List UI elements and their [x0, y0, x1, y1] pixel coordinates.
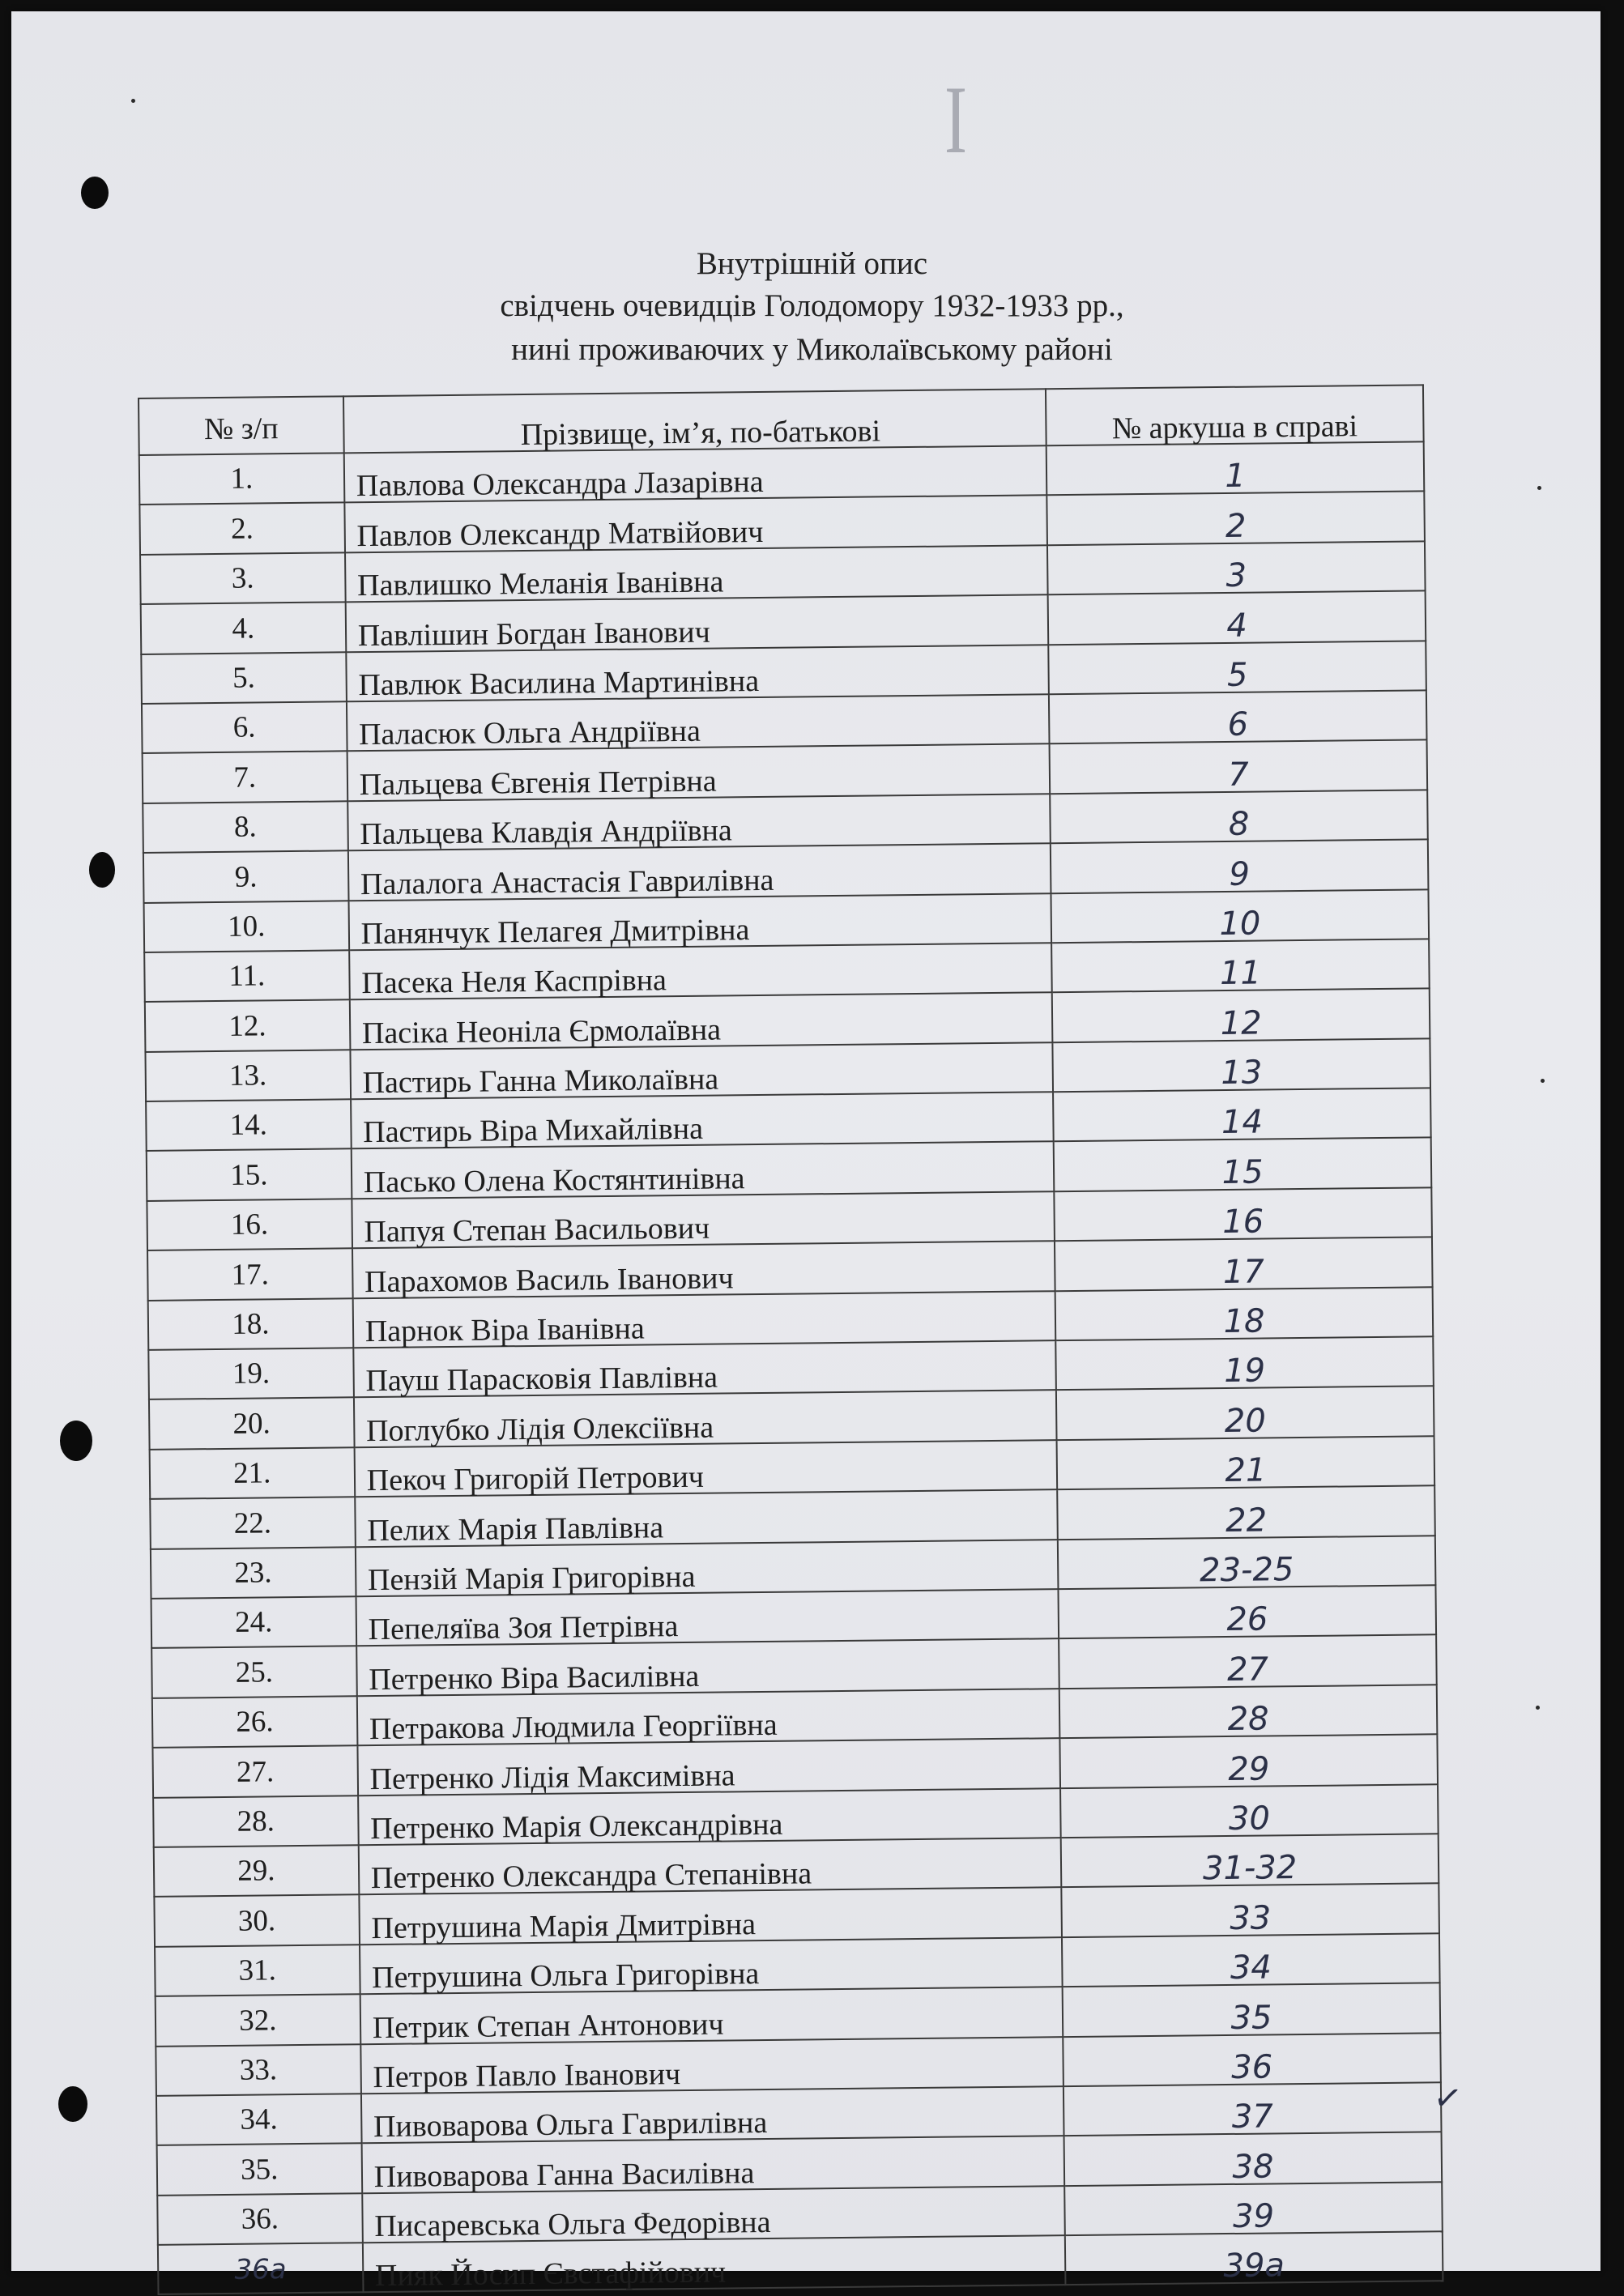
row-number: 30.: [154, 1895, 359, 1947]
row-person-name: Пивоварова Ганна Василівна: [361, 2136, 1064, 2192]
row-number: 32.: [156, 1994, 360, 2046]
row-number: 20.: [149, 1398, 354, 1450]
row-person-name: Павлов Олександр Матвійович: [344, 496, 1047, 552]
row-number: 26.: [152, 1696, 357, 1748]
row-number: 2.: [139, 503, 344, 555]
row-number: 29.: [154, 1845, 359, 1897]
row-number: 24.: [151, 1596, 356, 1648]
row-person-name: Пекоч Григорій Петрович: [354, 1440, 1057, 1497]
row-person-name: Пияк Йосип Євстафійович: [363, 2235, 1066, 2292]
row-sheet-number: 27: [1059, 1635, 1437, 1689]
row-sheet-number: 9: [1051, 839, 1429, 892]
row-sheet-number: 37: [1063, 2082, 1442, 2136]
row-sheet-number: 13: [1052, 1038, 1430, 1092]
title-line-1: Внутрішній опис: [696, 246, 928, 281]
row-number: 16.: [147, 1199, 352, 1250]
row-person-name: Пасека Неля Каспрівна: [349, 943, 1052, 999]
row-sheet-number: 38: [1064, 2132, 1443, 2186]
row-number: 3.: [140, 552, 345, 604]
row-number: 23.: [151, 1547, 356, 1599]
row-person-name: Петракова Людмила Георгіївна: [357, 1689, 1060, 1745]
row-sheet-number: 7: [1050, 740, 1428, 794]
row-number: 12.: [145, 1000, 350, 1052]
row-sheet-number: 5: [1048, 641, 1426, 694]
row-number: 14.: [146, 1099, 351, 1151]
row-person-name: Писаревська Ольга Федорівна: [362, 2186, 1065, 2243]
row-person-name: Пивоварова Ольга Гаврилівна: [361, 2086, 1064, 2143]
row-person-name: Поглубко Лідія Олексіївна: [354, 1391, 1057, 1447]
title-line-3: нині проживаючих у Миколаївському районі: [511, 332, 1113, 367]
row-sheet-number: 17: [1055, 1237, 1433, 1291]
row-person-name: Пензій Марія Григорівна: [356, 1540, 1059, 1596]
row-person-name: Петрик Степан Антонович: [360, 1987, 1063, 2043]
row-number: 5.: [141, 652, 346, 704]
row-number: 25.: [151, 1646, 356, 1698]
row-person-name: Панянчук Пелагея Дмитрівна: [348, 893, 1051, 950]
row-sheet-number: 30: [1060, 1784, 1439, 1838]
row-sheet-number: 10: [1051, 889, 1429, 943]
row-number: 11.: [144, 950, 349, 1002]
header-name: Прізвище, ім’я, по-батькові: [343, 389, 1046, 453]
row-number: 35.: [157, 2144, 362, 2196]
row-person-name: Пасько Олена Костянтинівна: [351, 1142, 1054, 1199]
row-sheet-number: 31-32: [1061, 1834, 1439, 1887]
row-number: 31.: [155, 1945, 360, 1996]
row-number: 27.: [152, 1745, 357, 1797]
row-sheet-number: 15: [1054, 1138, 1432, 1191]
row-sheet-number: 6: [1049, 690, 1427, 743]
row-sheet-number: 36: [1063, 2033, 1441, 2086]
row-person-name: Петренко Олександра Степанівна: [358, 1838, 1061, 1894]
speck: [1541, 1079, 1545, 1083]
row-person-name: Пауш Парасковія Павлівна: [353, 1340, 1056, 1397]
row-sheet-number: 8: [1050, 790, 1428, 843]
row-person-name: Пепеляїва Зоя Петрівна: [356, 1589, 1059, 1646]
row-sheet-number: 21: [1057, 1436, 1435, 1489]
title-line-2: свідчень очевидців Голодомору 1932-1933 рр.,: [500, 288, 1124, 323]
row-number: 8.: [143, 801, 347, 853]
row-sheet-number: 20: [1056, 1387, 1434, 1440]
row-sheet-number: 33: [1061, 1884, 1439, 1937]
row-person-name: Петрушина Марія Дмитрівна: [359, 1887, 1062, 1944]
row-person-name: Павлова Олександра Лазарівна: [343, 445, 1046, 502]
punch-hole-3: [60, 1421, 92, 1461]
row-sheet-number: 22: [1057, 1486, 1435, 1540]
speck: [1537, 486, 1541, 490]
speck: [131, 99, 135, 103]
row-number: 19.: [148, 1348, 353, 1399]
row-sheet-number: 2: [1046, 492, 1425, 545]
row-sheet-number: 4: [1048, 591, 1426, 645]
row-person-name: Павлюк Василина Мартинівна: [346, 645, 1049, 701]
row-person-name: Павлишко Меланія Іванівна: [345, 545, 1048, 602]
row-person-name: Петрушина Ольга Григорівна: [360, 1937, 1063, 1994]
row-sheet-number: 29: [1059, 1734, 1438, 1787]
row-number: 36а: [158, 2243, 363, 2294]
row-person-name: Палалога Анастасія Гаврилівна: [348, 843, 1051, 900]
row-sheet-number: 1: [1046, 441, 1425, 495]
row-person-name: Петров Павло Іванович: [360, 2037, 1063, 2094]
header-number: № з/п: [139, 396, 343, 455]
row-number: 28.: [153, 1795, 358, 1847]
row-sheet-number: 19: [1055, 1336, 1434, 1390]
row-sheet-number: 23-25: [1058, 1536, 1436, 1589]
row-sheet-number: 11: [1051, 939, 1430, 992]
volume-mark: I: [944, 66, 967, 173]
row-sheet-number: 3: [1047, 541, 1426, 594]
row-number: 6.: [142, 701, 347, 753]
row-person-name: Павлішин Богдан Іванович: [345, 594, 1048, 651]
row-number: 7.: [143, 752, 347, 803]
row-number: 36.: [157, 2193, 362, 2245]
row-person-name: Петренко Лідія Максимівна: [357, 1738, 1060, 1795]
row-sheet-number: 26: [1058, 1585, 1436, 1638]
check-mark-icon: ✓: [1430, 2076, 1465, 2120]
row-sheet-number: 39: [1064, 2182, 1443, 2235]
row-number: 18.: [148, 1298, 353, 1350]
row-sheet-number: 14: [1053, 1088, 1431, 1141]
inventory-table: [138, 384, 1443, 2295]
row-number: 10.: [144, 901, 349, 952]
row-number: 15.: [147, 1149, 352, 1201]
row-number: 1.: [139, 453, 344, 505]
row-person-name: Пасіка Неоніла Єрмолаївна: [350, 993, 1053, 1050]
row-person-name: Пальцева Євгенія Петрівна: [347, 744, 1050, 801]
row-person-name: Парахомов Василь Іванович: [352, 1241, 1055, 1297]
row-sheet-number: 18: [1055, 1287, 1434, 1340]
row-person-name: Петренко Віра Василівна: [356, 1639, 1059, 1696]
punch-hole-4: [58, 2086, 87, 2122]
speck: [1536, 1706, 1540, 1710]
row-number: 9.: [143, 850, 348, 902]
table-body: [139, 441, 1443, 2294]
row-sheet-number: 16: [1054, 1187, 1432, 1241]
row-person-name: Парнок Віра Іванівна: [352, 1291, 1055, 1348]
row-number: 17.: [147, 1249, 352, 1301]
row-sheet-number: 34: [1062, 1933, 1440, 1987]
row-number: 33.: [156, 2044, 360, 2096]
row-person-name: Пальцева Клавдія Андріївна: [347, 794, 1051, 850]
row-number: 34.: [156, 2094, 361, 2145]
punch-hole-2: [89, 852, 115, 888]
row-number: 4.: [141, 603, 346, 654]
row-sheet-number: 28: [1059, 1685, 1438, 1738]
header-sheet: № аркуша в справі: [1046, 385, 1424, 445]
row-sheet-number: 12: [1052, 989, 1430, 1042]
row-person-name: Петренко Марія Олександрівна: [358, 1788, 1061, 1845]
row-person-name: Пастирь Віра Михайлівна: [351, 1092, 1054, 1148]
row-sheet-number: 39а: [1065, 2231, 1443, 2285]
row-person-name: Пелих Марія Павлівна: [355, 1489, 1058, 1546]
row-number: 21.: [150, 1447, 355, 1499]
row-person-name: Паласюк Ольга Андріївна: [347, 694, 1050, 751]
punch-hole-1: [81, 177, 109, 209]
row-number: 22.: [150, 1497, 355, 1548]
row-person-name: Папуя Степан Васильович: [352, 1191, 1055, 1248]
row-person-name: Пастирь Ганна Миколаївна: [350, 1042, 1053, 1099]
row-sheet-number: 35: [1063, 1983, 1441, 2036]
row-number: 13.: [145, 1050, 350, 1101]
